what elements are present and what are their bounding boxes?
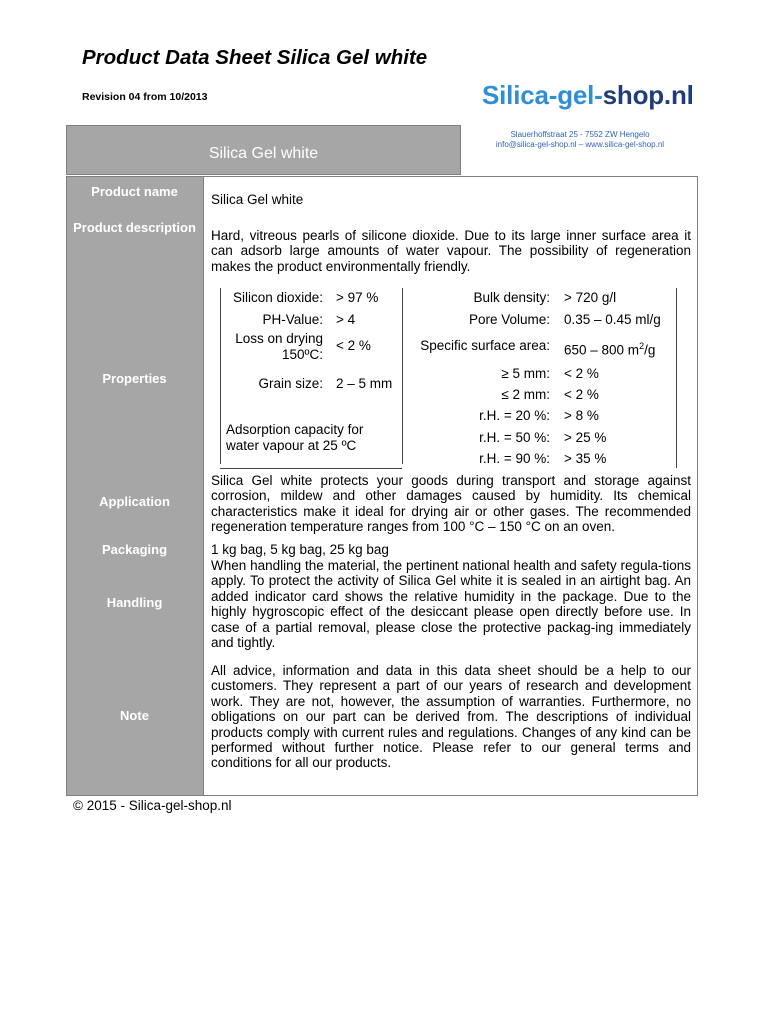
specific-surface-unit: /g [644, 342, 656, 358]
props-right-border [676, 288, 677, 468]
handling-text: When handling the material, the pertinent national health and safety regula-tions apply. To protect the activity of Silica Gel white it is sealed in an airtight bag. An added indicator card shows the relative humidity in the package. Due to the highly hygroscopic effect of the desiccant please open directly before use. In case of a partial removal, please close the protective packag-ing immediately and tightly. [211, 558, 691, 651]
props-bottom-border [220, 468, 402, 469]
bulk-density-label: Bulk density: [473, 290, 550, 305]
rh50-value: > 25 % [564, 430, 607, 445]
bulk-density-value: > 720 g/l [564, 290, 617, 305]
grain-size-label: Grain size: [258, 376, 323, 391]
product-description-text: Hard, vitreous pearls of silicone dioxide. Due to its large inner surface area it can adsorb large amounts of water vapour. The possibility of regeneration makes the product environmentally friendly. [211, 228, 691, 274]
loss-on-drying-label-2: 150ºC: [282, 347, 323, 362]
specific-surface-label: Specific surface area: [420, 338, 550, 353]
company-address [462, 130, 698, 150]
grain-ge5-label: ≥ 5 mm: [501, 366, 550, 381]
logo-part-2: shop.nl [602, 80, 694, 110]
label-note: Note [120, 708, 149, 723]
address-line-1: Slauerhoffstraat 25 - 7552 ZW Hengelo [510, 130, 650, 139]
rh90-label: r.H. = 90 %: [479, 451, 550, 466]
rh20-value: > 8 % [564, 408, 599, 423]
grain-ge5-value: < 2 % [564, 366, 599, 381]
pore-volume-value: 0.35 – 0.45 ml/g [564, 312, 661, 327]
copyright-footer: © 2015 - Silica-gel-shop.nl [73, 798, 232, 813]
loss-on-drying-value: < 2 % [336, 338, 371, 353]
silicon-dioxide-value: > 97 % [336, 290, 379, 305]
label-packaging: Packaging [101, 542, 168, 557]
silicon-dioxide-label: Silicon dioxide: [232, 290, 323, 305]
rh90-value: > 35 % [564, 451, 607, 466]
grain-le2-label: ≤ 2 mm: [501, 387, 550, 402]
address-line-2: info@silica-gel-shop.nl – www.silica-gel-shop.nl [495, 140, 665, 149]
adsorption-label-1: Adsorption capacity for [226, 422, 364, 437]
grain-size-value: 2 – 5 mm [336, 376, 393, 391]
label-handling: Handling [106, 595, 163, 610]
band-title: Silica Gel white [208, 145, 319, 162]
label-application: Application [99, 494, 170, 509]
ph-value-value: > 4 [336, 312, 356, 327]
specific-surface-number: 650 – 800 m [564, 342, 640, 358]
label-product-name: Product name [91, 184, 178, 199]
application-text: Silica Gel white protects your goods during transport and storage against corrosion, mildew and other damages caused by humidity. Its chemical characteristics make it ideal for drying air or other gases. The recommended regeneration temperature ranges from 100 °C – 150 °C on an oven. [211, 473, 691, 535]
loss-on-drying-label-1: Loss on drying [235, 331, 323, 346]
column-divider [203, 176, 204, 796]
note-text: All advice, information and data in this data sheet should be a help to our customers. They represent a part of our years of research and development work. They are not, however, the assumption of warranties. Furthermore, no obligations on our part can be derived from. The descriptions of individual products comply with current rules and regulations. Changes of any kind can be performed without further notice. Please refer to our general terms and conditions for all our products. [211, 663, 691, 771]
revision-note: Revision 04 from 10/2013 [82, 91, 208, 103]
specific-surface-value [564, 338, 655, 359]
label-product-description: Product description [73, 220, 196, 235]
pore-volume-label: Pore Volume: [468, 312, 550, 327]
packaging-text: 1 kg bag, 5 kg bag, 25 kg bag [211, 542, 389, 557]
ph-value-label: PH-Value: [262, 312, 323, 327]
logo-part-1: Silica-gel- [482, 80, 603, 110]
page-title: Product Data Sheet Silica Gel white [82, 46, 428, 69]
rh50-label: r.H. = 50 %: [479, 430, 550, 445]
rh20-label: r.H. = 20 %: [479, 408, 550, 423]
grain-le2-value: < 2 % [564, 387, 599, 402]
specific-surface-exponent: 2 [639, 341, 645, 351]
label-properties: Properties [102, 371, 167, 386]
adsorption-label-2: water vapour at 25 ºC [226, 438, 357, 453]
company-logo [482, 80, 694, 111]
product-name-value: Silica Gel white [211, 192, 304, 207]
